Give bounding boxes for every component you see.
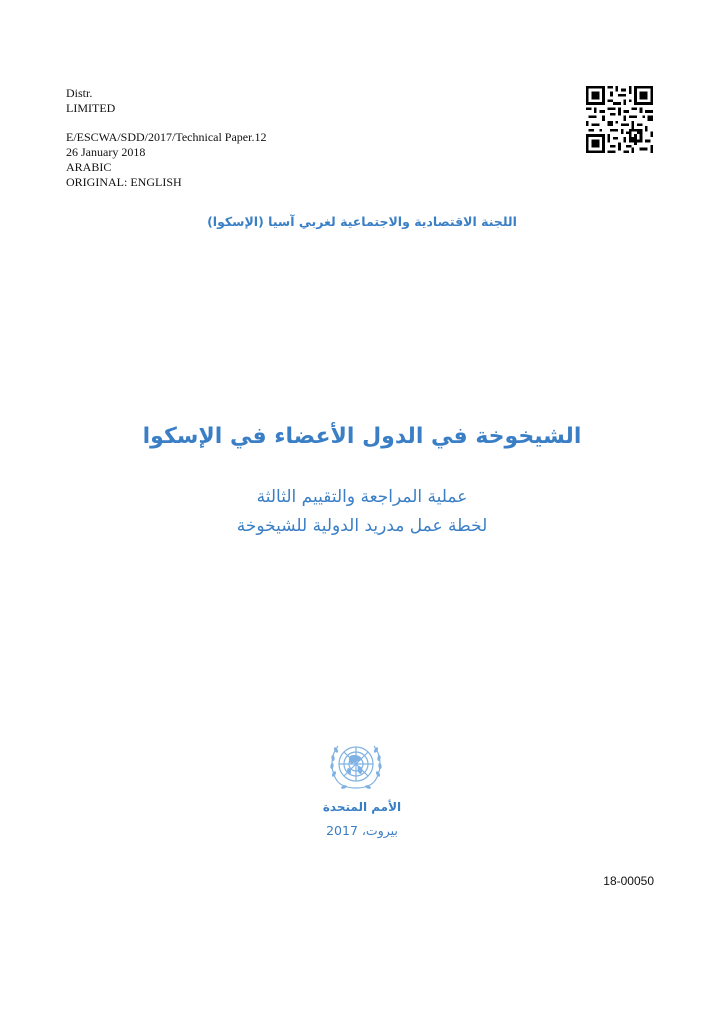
publisher-name: الأمم المتحدة <box>322 800 402 814</box>
commission-name: اللجنة الاقتصادية والاجتماعية لغربي آسيا (الإسكوا) <box>207 214 517 229</box>
document-subtitle-line-2: لخطة عمل مدريد الدولية للشيخوخة <box>236 516 488 536</box>
document-language: ARABIC <box>66 160 112 174</box>
document-title: الشيخوخة في الدول الأعضاء في الإسكوا <box>142 424 582 449</box>
original-language: ORIGINAL: ENGLISH <box>66 175 182 189</box>
un-emblem-icon <box>324 736 388 796</box>
document-date: 26 January 2018 <box>66 145 146 159</box>
job-number: 18-00050 <box>603 874 654 888</box>
publication-place-year: بيروت، 2017 <box>326 823 398 838</box>
distribution-label: Distr. <box>66 86 93 100</box>
document-subtitle-line-1: عملية المراجعة والتقييم الثالثة <box>256 487 468 507</box>
distribution-level: LIMITED <box>66 101 116 115</box>
distribution-block <box>66 86 266 190</box>
document-symbol: E/ESCWA/SDD/2017/Technical Paper.12 <box>66 130 267 144</box>
qr-code-icon <box>586 86 653 153</box>
